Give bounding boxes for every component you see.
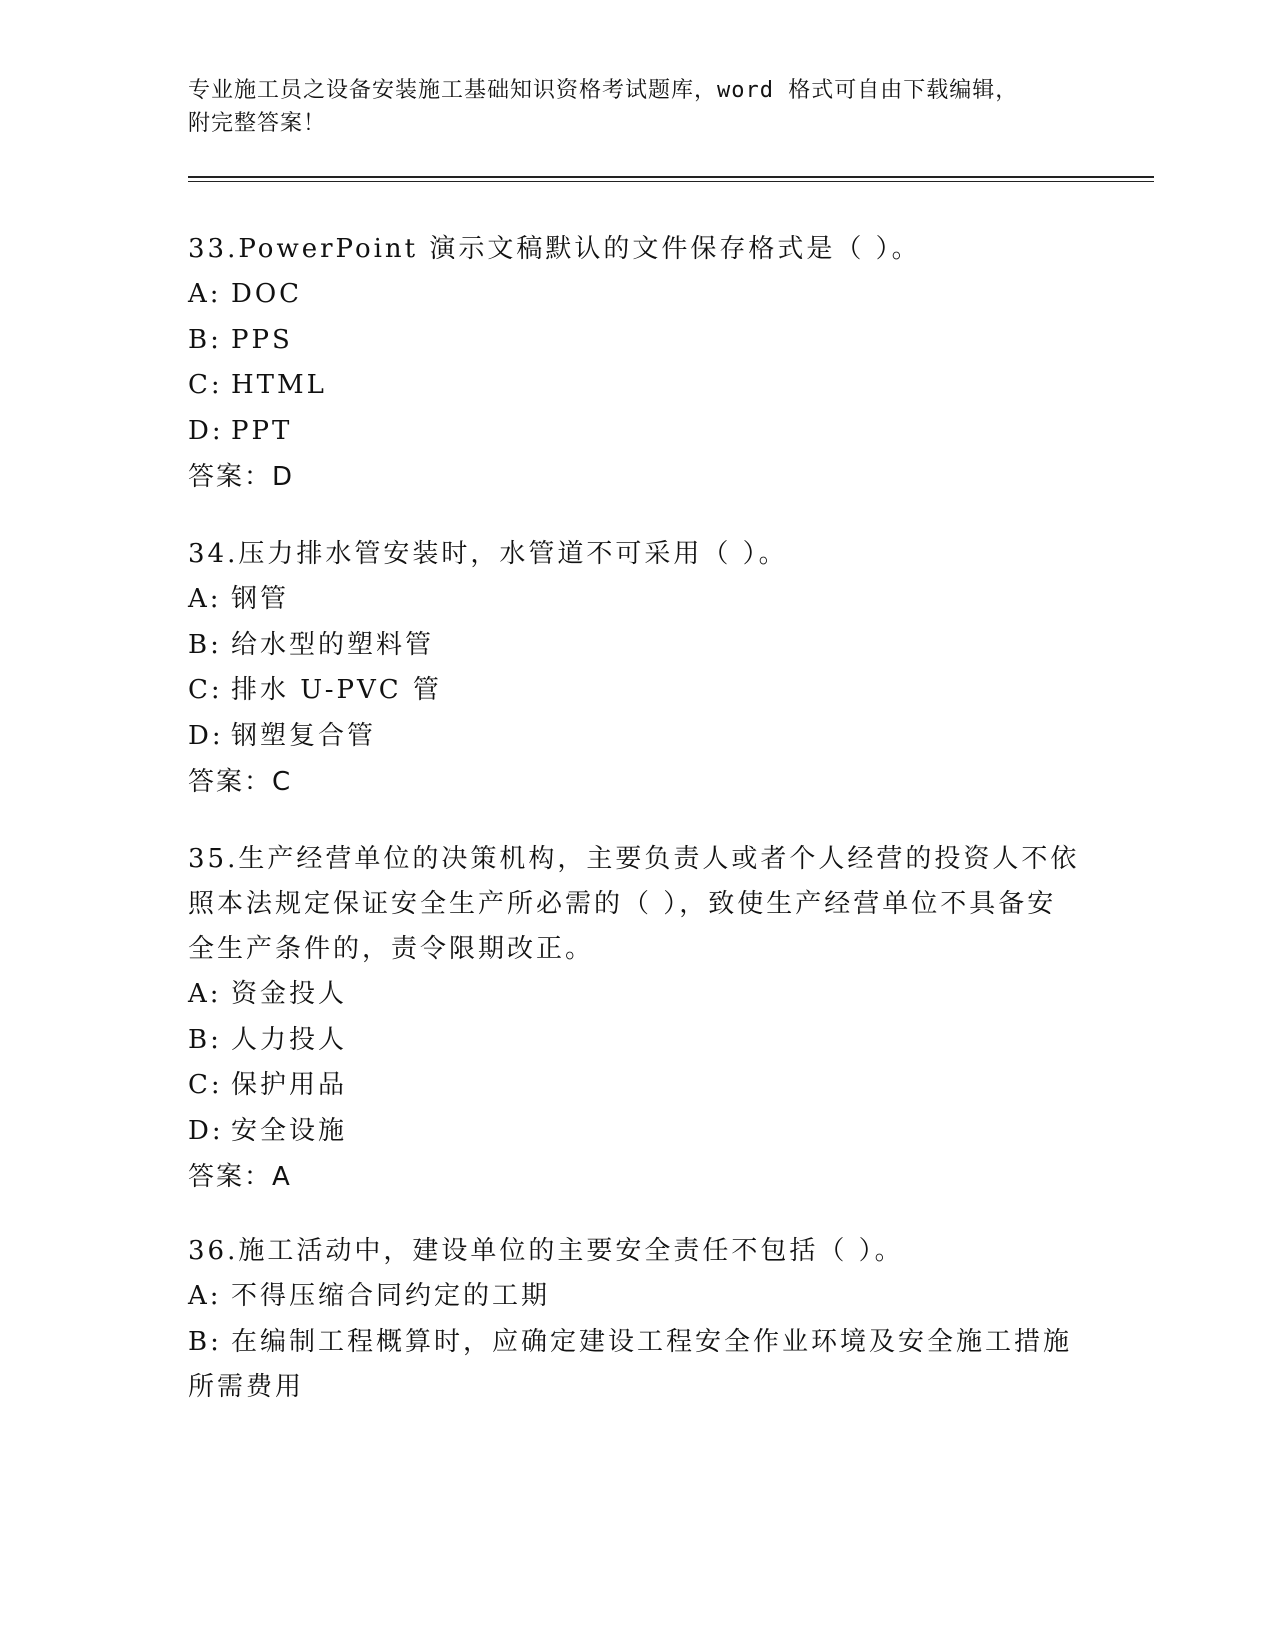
question-text-line-3: 全生产条件的，责令限期改正。 <box>188 934 595 964</box>
option-text: 保护用品 <box>231 1070 348 1100</box>
option-b <box>188 318 1088 364</box>
option-d <box>188 409 1088 455</box>
option-key: A: <box>188 1281 222 1311</box>
option-c <box>188 1063 1088 1109</box>
option-b <box>188 1320 1088 1366</box>
option-d <box>188 714 1088 760</box>
question-36 <box>188 1229 1088 1411</box>
option-text: 不得压缩合同约定的工期 <box>231 1281 551 1311</box>
option-a <box>188 972 1088 1018</box>
option-d <box>188 1109 1088 1155</box>
question-33 <box>188 227 1088 500</box>
option-key: C: <box>188 675 223 705</box>
option-key: B: <box>188 1024 222 1055</box>
option-key: D: <box>188 415 224 446</box>
option-text: 在编制工程概算时，应确定建设工程安全作业环境及安全施工措施 <box>231 1326 1073 1357</box>
header-line-1: 专业施工员之设备安装施工基础知识资格考试题库，word 格式可自由下载编辑， <box>188 78 1019 103</box>
option-text: 人力投人 <box>231 1024 348 1055</box>
question-35 <box>188 837 1088 1200</box>
option-text: PPS <box>231 324 293 355</box>
option-text: 钢塑复合管 <box>231 720 377 751</box>
question-text: 36.施工活动中，建设单位的主要安全责任不包括（ ）。 <box>188 1236 904 1266</box>
document-header <box>188 74 1068 140</box>
option-c <box>188 668 1088 714</box>
option-a <box>188 272 1088 318</box>
option-text: PPT <box>231 415 293 446</box>
option-b <box>188 1018 1088 1064</box>
option-key: A: <box>188 279 222 309</box>
option-key: B: <box>188 629 222 660</box>
option-text: 排水 U-PVC 管 <box>231 675 442 705</box>
option-text: HTML <box>231 370 327 400</box>
option-text: 钢管 <box>231 584 290 614</box>
question-text: 33.PowerPoint 演示文稿默认的文件保存格式是（ ）。 <box>188 234 921 264</box>
option-a <box>188 1274 1088 1320</box>
header-divider-thin <box>188 181 1154 182</box>
question-text-line-1: 35.生产经营单位的决策机构，主要负责人或者个人经营的投资人不依 <box>188 844 1080 874</box>
answer: 答案：C <box>188 767 293 797</box>
option-text: 安全设施 <box>231 1115 348 1146</box>
question-text-line-2: 照本法规定保证安全生产所必需的（ ），致使生产经营单位不具备安 <box>188 889 1057 919</box>
answer: 答案：A <box>188 1162 292 1192</box>
option-b <box>188 623 1088 669</box>
option-key: B: <box>188 324 222 355</box>
option-a <box>188 577 1088 623</box>
option-text: DOC <box>231 279 303 309</box>
option-key: A: <box>188 584 222 614</box>
option-key: C: <box>188 1070 223 1100</box>
option-c <box>188 363 1088 409</box>
question-34 <box>188 532 1088 805</box>
answer: 答案：D <box>188 462 295 492</box>
option-key: B: <box>188 1326 222 1357</box>
option-b-continuation: 所需费用 <box>188 1372 305 1402</box>
option-key: C: <box>188 370 223 400</box>
option-key: D: <box>188 720 224 751</box>
header-line-2: 附完整答案！ <box>188 111 327 136</box>
header-divider-thick <box>188 176 1154 178</box>
option-text: 资金投人 <box>231 979 348 1009</box>
option-key: A: <box>188 979 222 1009</box>
option-text: 给水型的塑料管 <box>231 629 435 660</box>
question-text: 34.压力排水管安装时，水管道不可采用（ ）。 <box>188 539 788 569</box>
option-key: D: <box>188 1115 224 1146</box>
